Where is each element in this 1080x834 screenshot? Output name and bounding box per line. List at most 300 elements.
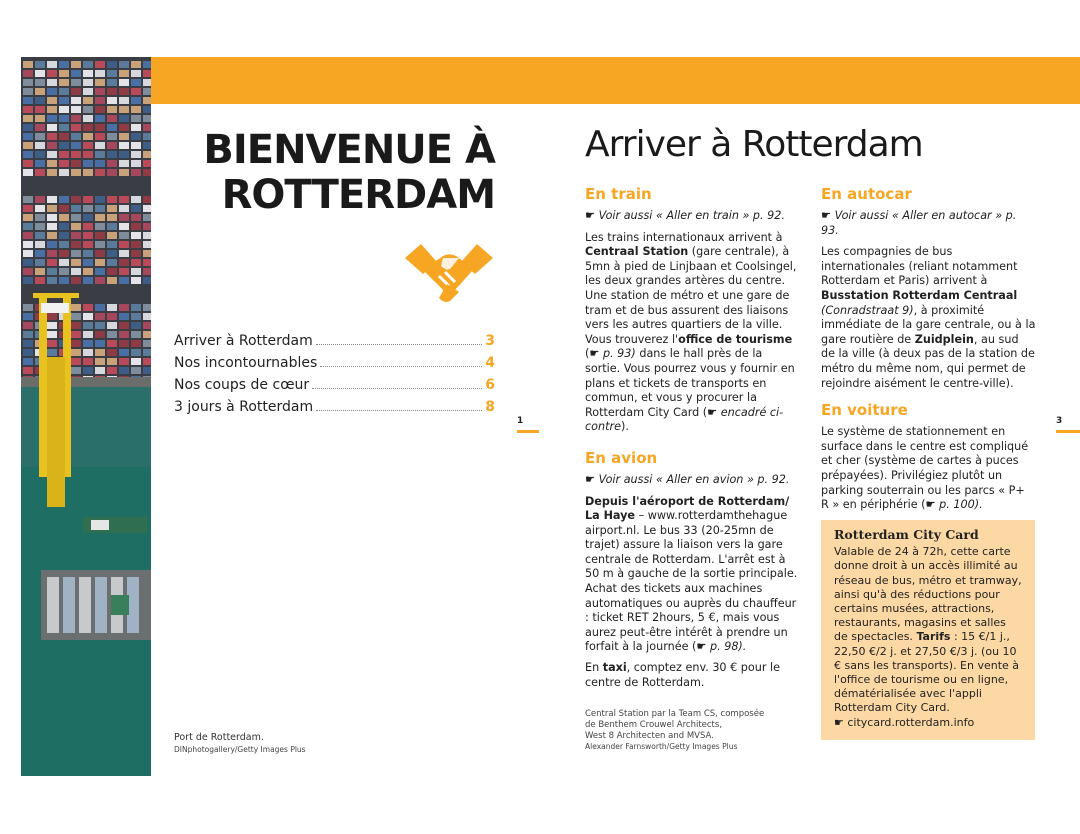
container: [143, 367, 151, 374]
container: [119, 124, 129, 131]
container: [47, 169, 57, 176]
container: [83, 277, 93, 284]
container: [107, 304, 117, 311]
container: [59, 232, 69, 239]
container: [59, 214, 69, 221]
container: [23, 151, 33, 158]
container: [95, 88, 105, 95]
container: [143, 61, 151, 68]
container: [107, 223, 117, 230]
container: [83, 241, 93, 248]
container: [35, 115, 45, 122]
container: [119, 115, 129, 122]
city-card-url: citycard.rotterdam.info: [847, 715, 975, 729]
port-photo: [21, 57, 151, 776]
header-band: [151, 57, 1080, 104]
container: [35, 133, 45, 140]
container: [23, 367, 33, 374]
container: [107, 70, 117, 77]
container: [95, 367, 105, 374]
caption-line: Central Station par la Team CS, composée: [585, 709, 765, 719]
container: [23, 97, 33, 104]
container: [83, 142, 93, 149]
container: [95, 79, 105, 86]
container: [59, 250, 69, 257]
container: [59, 133, 69, 140]
container: [59, 205, 69, 212]
container: [143, 241, 151, 248]
container: [23, 232, 33, 239]
container: [83, 358, 93, 365]
container: [47, 133, 57, 140]
container: [35, 196, 45, 203]
plane-paragraph: Depuis l'aéroport de Rotterdam/ La Haye – www.rotterdamthehague airport.nl. Le bus 33 (20-25mn de trajet) assure la liaison vers la gare centrale de Rotterdam. L'arrêt est à 50 m à gauche de la sortie principale. Achat des tickets aux machines automatiques ou auprès du chauffeur : ticket RET 2hours, 5 €, mais vous aurez peut-être intérêt à prendre un forfait à la journée (☛ p. 98).: [585, 494, 798, 654]
section-heading-bus: En autocar: [821, 185, 912, 203]
crane-cabin: [41, 303, 69, 313]
container: [59, 151, 69, 158]
container: [131, 223, 141, 230]
container: [83, 196, 93, 203]
container: [83, 214, 93, 221]
container: [95, 97, 105, 104]
container: [95, 133, 105, 140]
container: [131, 313, 141, 320]
container: [71, 196, 81, 203]
city-card-link[interactable]: [834, 716, 1023, 730]
container: [143, 250, 151, 257]
container: [107, 268, 117, 275]
container: [119, 79, 129, 86]
container: [83, 61, 93, 68]
container: [131, 340, 141, 347]
container: [143, 322, 151, 329]
container: [23, 196, 33, 203]
container: [71, 259, 81, 266]
container: [107, 169, 117, 176]
container: [119, 142, 129, 149]
container: [23, 331, 33, 338]
container: [131, 115, 141, 122]
container: [47, 196, 57, 203]
container: [131, 331, 141, 338]
container: [131, 133, 141, 140]
toc-leader: [320, 366, 482, 367]
container: [143, 124, 151, 131]
container: [35, 79, 45, 86]
container: [47, 331, 57, 338]
container: [119, 349, 129, 356]
barge-cargo: [95, 577, 107, 633]
container: [83, 250, 93, 257]
container: [83, 205, 93, 212]
container: [119, 241, 129, 248]
container: [23, 79, 33, 86]
pointing-hand-icon: ☛: [585, 209, 596, 222]
container: [35, 88, 45, 95]
see-also-plane[interactable]: [585, 473, 800, 488]
container: [119, 97, 129, 104]
container: [107, 358, 117, 365]
page-marker-left: [517, 430, 539, 433]
container: [107, 196, 117, 203]
container: [83, 223, 93, 230]
see-also-text: Voir aussi « Aller en avion » p. 92.: [598, 472, 790, 486]
container: [71, 169, 81, 176]
container: [47, 205, 57, 212]
container: [83, 124, 93, 131]
container: [143, 142, 151, 149]
barge-cabin: [111, 595, 129, 615]
container: [71, 367, 81, 374]
container: [107, 250, 117, 257]
container: [107, 331, 117, 338]
container: [59, 124, 69, 131]
container: [23, 115, 33, 122]
container: [95, 142, 105, 149]
container: [47, 250, 57, 257]
container: [119, 367, 129, 374]
container: [71, 160, 81, 167]
container: [143, 196, 151, 203]
container: [71, 304, 81, 311]
container: [119, 313, 129, 320]
container: [59, 223, 69, 230]
container: [131, 61, 141, 68]
container: [143, 169, 151, 176]
container: [143, 115, 151, 122]
container: [47, 79, 57, 86]
container: [119, 133, 129, 140]
toc-label: Arriver à Rotterdam: [174, 333, 313, 349]
container: [131, 349, 141, 356]
container: [83, 232, 93, 239]
container: [47, 61, 57, 68]
container: [23, 142, 33, 149]
container: [71, 70, 81, 77]
container: [95, 358, 105, 365]
container: [119, 232, 129, 239]
port-aerial-image: [21, 57, 151, 776]
container: [83, 79, 93, 86]
container: [71, 313, 81, 320]
container: [35, 160, 45, 167]
container: [59, 169, 69, 176]
container: [71, 79, 81, 86]
container: [71, 214, 81, 221]
caption-credit: DINphotogallery/Getty Images Plus: [174, 745, 306, 754]
page-number-left: 1: [517, 416, 524, 426]
container: [107, 142, 117, 149]
container: [107, 322, 117, 329]
container: [107, 259, 117, 266]
container: [83, 106, 93, 113]
container: [23, 322, 33, 329]
container: [131, 106, 141, 113]
container: [143, 70, 151, 77]
toc-label: 3 jours à Rotterdam: [174, 399, 314, 415]
container: [119, 250, 129, 257]
container: [95, 268, 105, 275]
container: [59, 70, 69, 77]
container: [119, 151, 129, 158]
container: [107, 160, 117, 167]
container: [107, 241, 117, 248]
toc-item[interactable]: [174, 396, 495, 418]
container: [131, 151, 141, 158]
container: [71, 151, 81, 158]
container: [107, 97, 117, 104]
container: [83, 349, 93, 356]
container: [47, 106, 57, 113]
container: [35, 205, 45, 212]
container: [83, 133, 93, 140]
container: [23, 223, 33, 230]
container: [23, 160, 33, 167]
container: [131, 250, 141, 257]
container: [83, 160, 93, 167]
container: [47, 160, 57, 167]
crane-arm: [47, 357, 65, 507]
container: [23, 304, 33, 311]
container: [23, 169, 33, 176]
container: [47, 268, 57, 275]
page-marker-right: [1056, 430, 1080, 433]
container: [119, 268, 129, 275]
container: [23, 205, 33, 212]
container: [143, 223, 151, 230]
container: [143, 79, 151, 86]
container: [95, 223, 105, 230]
page-title: Arriver à Rotterdam: [585, 124, 923, 165]
container: [131, 322, 141, 329]
container: [131, 205, 141, 212]
crane-leg: [39, 297, 47, 477]
container: [47, 88, 57, 95]
barge-cargo: [79, 577, 91, 633]
car-paragraph: Le système de stationnement en surface dans le centre est compliqué et cher (système de cartes à puces prépayées). Privilégiez plutôt un parking souterrain ou les parcs « P+ R » en périphérie (☛ p. 100).: [821, 425, 1029, 512]
container: [59, 160, 69, 167]
container: [107, 232, 117, 239]
container: [71, 88, 81, 95]
container: [71, 142, 81, 149]
container: [119, 322, 129, 329]
container: [71, 97, 81, 104]
container: [83, 340, 93, 347]
container: [59, 277, 69, 284]
container: [95, 196, 105, 203]
container: [119, 277, 129, 284]
container: [83, 367, 93, 374]
container: [23, 277, 33, 284]
container: [119, 358, 129, 365]
toc-leader: [316, 344, 483, 345]
container: [119, 214, 129, 221]
container: [119, 106, 129, 113]
container: [131, 214, 141, 221]
toc-item[interactable]: [174, 374, 495, 396]
container: [131, 70, 141, 77]
container: [143, 277, 151, 284]
container: [107, 133, 117, 140]
container: [35, 277, 45, 284]
container: [71, 133, 81, 140]
container: [143, 304, 151, 311]
toc-item[interactable]: [174, 352, 495, 374]
toc-item[interactable]: [174, 330, 495, 352]
container: [119, 169, 129, 176]
container: [131, 232, 141, 239]
title-line-1: BIENVENUE À: [203, 127, 495, 173]
container: [131, 142, 141, 149]
container: [95, 349, 105, 356]
pointing-hand-icon: ☛: [707, 405, 718, 419]
container: [35, 268, 45, 275]
container: [107, 151, 117, 158]
table-of-contents: [174, 330, 495, 418]
container: [83, 151, 93, 158]
container: [107, 340, 117, 347]
toc-page: 6: [485, 377, 495, 393]
column-right: [821, 185, 1036, 519]
pointing-hand-icon: ☛: [925, 498, 936, 512]
container: [95, 259, 105, 266]
container: [143, 160, 151, 167]
container: [83, 268, 93, 275]
container: [59, 61, 69, 68]
container: [23, 250, 33, 257]
container: [119, 160, 129, 167]
tug-cabin: [91, 520, 109, 530]
container: [59, 142, 69, 149]
container: [143, 151, 151, 158]
container: [35, 232, 45, 239]
container: [119, 196, 129, 203]
container: [59, 97, 69, 104]
toc-leader: [316, 410, 482, 411]
container: [35, 214, 45, 221]
container: [131, 268, 141, 275]
container: [71, 331, 81, 338]
city-card-text: Valable de 24 à 72h, cette carte donne droit à un accès illimité au réseau de bus, métro et tramway, ainsi qu'à des réductions pour certains musées, attractions, restaurants, magasins et salles de spectacles. Tarifs : 15 €/1 j., 22,50 €/2 j. et 27,50 €/3 j. (ou 10 € sans les transports). En vente à l'office de tourisme ou en ligne, dématérialisée avec l'appli Rotterdam City Card.: [834, 545, 1022, 715]
container: [47, 214, 57, 221]
container: [35, 169, 45, 176]
container: [47, 259, 57, 266]
container: [59, 241, 69, 248]
see-also-text: Voir aussi « Aller en train » p. 92.: [598, 209, 785, 222]
container: [95, 322, 105, 329]
container: [143, 214, 151, 221]
toc-label: Nos coups de cœur: [174, 377, 310, 393]
container: [95, 277, 105, 284]
container: [107, 79, 117, 86]
container: [35, 61, 45, 68]
container: [143, 97, 151, 104]
container: [107, 61, 117, 68]
container: [143, 259, 151, 266]
container: [107, 367, 117, 374]
container: [71, 115, 81, 122]
section-heading-train: En train: [585, 185, 652, 203]
handshake-icon: [403, 236, 495, 308]
container: [107, 124, 117, 131]
container: [23, 349, 33, 356]
container: [59, 268, 69, 275]
container: [119, 340, 129, 347]
toc-label: Nos incontournables: [174, 355, 318, 371]
container: [47, 241, 57, 248]
container: [95, 304, 105, 311]
container: [23, 61, 33, 68]
container: [71, 106, 81, 113]
container: [35, 124, 45, 131]
container: [131, 277, 141, 284]
container: [23, 124, 33, 131]
photo-caption-left: [174, 731, 374, 756]
container: [131, 241, 141, 248]
see-also-text: Voir aussi « Aller en autocar » p. 93.: [821, 209, 1017, 237]
container: [83, 70, 93, 77]
container: [47, 97, 57, 104]
container: [71, 124, 81, 131]
container: [95, 169, 105, 176]
container: [47, 349, 57, 356]
container: [119, 61, 129, 68]
container: [47, 277, 57, 284]
container: [107, 313, 117, 320]
container: [131, 196, 141, 203]
container: [47, 142, 57, 149]
container: [83, 304, 93, 311]
caption-credit: Alexander Farnsworth/Getty Images Plus: [585, 742, 738, 752]
container: [23, 241, 33, 248]
barge-cargo: [63, 577, 75, 633]
container: [59, 115, 69, 122]
container: [95, 124, 105, 131]
see-also-bus[interactable]: [821, 209, 1036, 238]
container: [23, 214, 33, 221]
container: [71, 241, 81, 248]
section-heading-plane: En avion: [585, 448, 658, 467]
photo-caption-right: [585, 709, 785, 753]
container: [95, 232, 105, 239]
container: [95, 61, 105, 68]
container: [71, 340, 81, 347]
container: [71, 205, 81, 212]
container: [143, 340, 151, 347]
container: [107, 88, 117, 95]
container: [143, 313, 151, 320]
container: [83, 88, 93, 95]
container: [47, 232, 57, 239]
container: [23, 313, 33, 320]
toc-page: 8: [485, 399, 495, 415]
container: [23, 268, 33, 275]
pointing-hand-icon: ☛: [834, 715, 844, 729]
container: [83, 97, 93, 104]
container: [143, 268, 151, 275]
pointing-hand-icon: ☛: [821, 209, 832, 222]
container: [47, 115, 57, 122]
city-card-box: [821, 520, 1035, 740]
container: [71, 61, 81, 68]
container: [143, 232, 151, 239]
container: [143, 106, 151, 113]
bus-paragraph: Les compagnies de bus internationales (reliant notamment Rotterdam et Paris) arrivent à Busstation Rotterdam Centraal (Conradstraat 9), à proximité immédiate de la gare centrale, ou à la gare routière de Zuidplein, au sud de la ville (à deux pas de la station de métro du même nom, qui permet de rejoindre aisément le centre-ville).: [821, 245, 1036, 390]
city-card-title: Rotterdam City Card: [834, 527, 979, 542]
container: [71, 349, 81, 356]
container: [131, 367, 141, 374]
see-also-train[interactable]: [585, 209, 800, 224]
